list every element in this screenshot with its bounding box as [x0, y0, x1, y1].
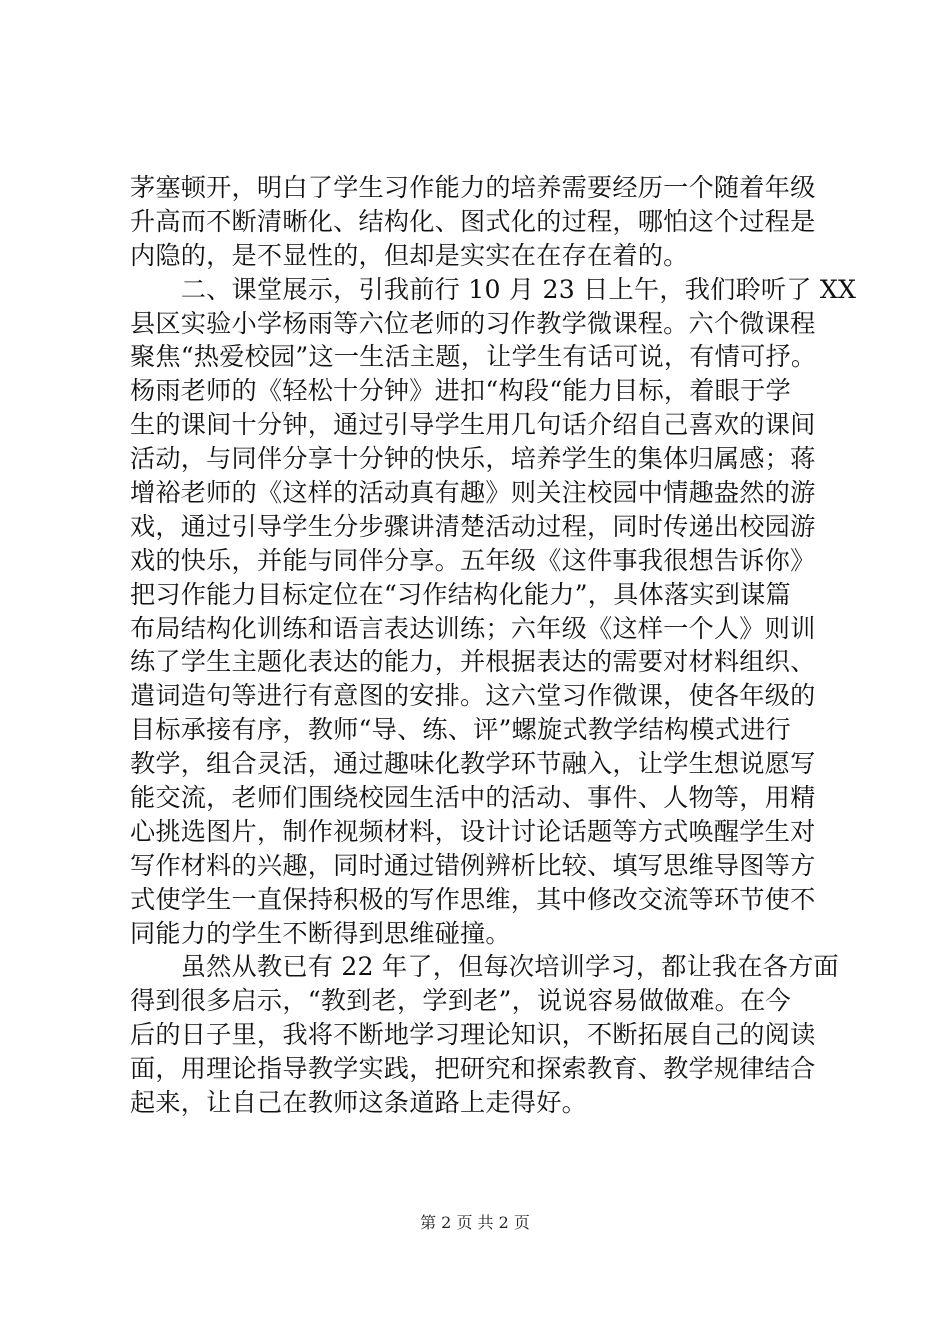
- text-line: 虽然从教已有 22 年了，但每次培训学习，都让我在各方面: [130, 952, 839, 982]
- text-line: 练了学生主题化表达的能力，并根据表达的需要对材料组织、: [130, 647, 816, 677]
- text-line: 心挑选图片，制作视频材料，设计讨论话题等方式唤醒学生对: [130, 816, 816, 846]
- text-line: 生的课间十分钟，通过引导学生用几句话介绍自己喜欢的课间: [130, 410, 816, 440]
- text-line: 后的日子里，我将不断地学习理论知识，不断拓展自己的阅读: [130, 1020, 816, 1050]
- text-line: 活动，与同伴分享十分钟的快乐，培养学生的集体归属感；蒋: [130, 444, 816, 474]
- text-line: 遣词造句等进行有意图的安排。这六堂习作微课，使各年级的: [130, 681, 816, 711]
- text-line: 增裕老师的《这样的活动真有趣》则关注校园中情趣盎然的游: [130, 478, 816, 508]
- text-line: 能交流，老师们围绕校园生活中的活动、事件、人物等，用精: [130, 783, 816, 813]
- text-line: 内隐的，是不显性的，但却是实实在在存在着的。: [130, 240, 689, 270]
- text-line: 杨雨老师的《轻松十分钟》进扣“构段“能力目标，着眼于学: [130, 376, 791, 406]
- text-line: 起来，让自己在教师这条道路上走得好。: [130, 1088, 587, 1118]
- text-line: 得到很多启示，“教到老，学到老”，说说容易做做难。在今: [130, 986, 791, 1016]
- text-line: 同能力的学生不断得到思维碰撞。: [130, 918, 511, 948]
- text-line: 目标承接有序，教师“导、练、评”螺旋式教学结构模式进行: [130, 715, 791, 745]
- page-number-footer: 第 2 页 共 2 页: [420, 1213, 530, 1232]
- text-line: 教学，组合灵活，通过趣味化教学环节融入，让学生想说愿写: [130, 749, 816, 779]
- text-line: 茅塞顿开，明白了学生习作能力的培养需要经历一个随着年级: [130, 173, 816, 202]
- text-line: 升高而不断清晰化、结构化、图式化的过程，哪怕这个过程是: [130, 206, 816, 236]
- text-line: 二、课堂展示，引我前行 10 月 23 日上午，我们聆听了 XX: [130, 274, 857, 304]
- text-line: 面，用理论指导教学实践，把研究和探索教育、教学规律结合: [130, 1054, 816, 1084]
- text-line: 戏的快乐，并能与同伴分享。五年级《这件事我很想告诉你》: [130, 545, 816, 575]
- text-line: 式使学生一直保持积极的写作思维，其中修改交流等环节使不: [130, 884, 816, 914]
- text-line: 戏，通过引导学生分步骤讲清楚活动过程，同时传递出校园游: [130, 511, 816, 541]
- document-body: [130, 171, 857, 1120]
- text-line: 布局结构化训练和语言表达训练；六年级《这样一个人》则训: [130, 613, 816, 643]
- text-line: 把习作能力目标定位在“习作结构化能力”，具体落实到谋篇: [130, 579, 791, 609]
- text-line: 聚焦“热爱校园”这一生活主题，让学生有话可说，有情可抒。: [130, 342, 817, 372]
- text-line: 县区实验小学杨雨等六位老师的习作教学微课程。六个微课程: [130, 308, 816, 338]
- text-line: 写作材料的兴趣，同时通过错例辨析比较、填写思维导图等方: [130, 850, 816, 880]
